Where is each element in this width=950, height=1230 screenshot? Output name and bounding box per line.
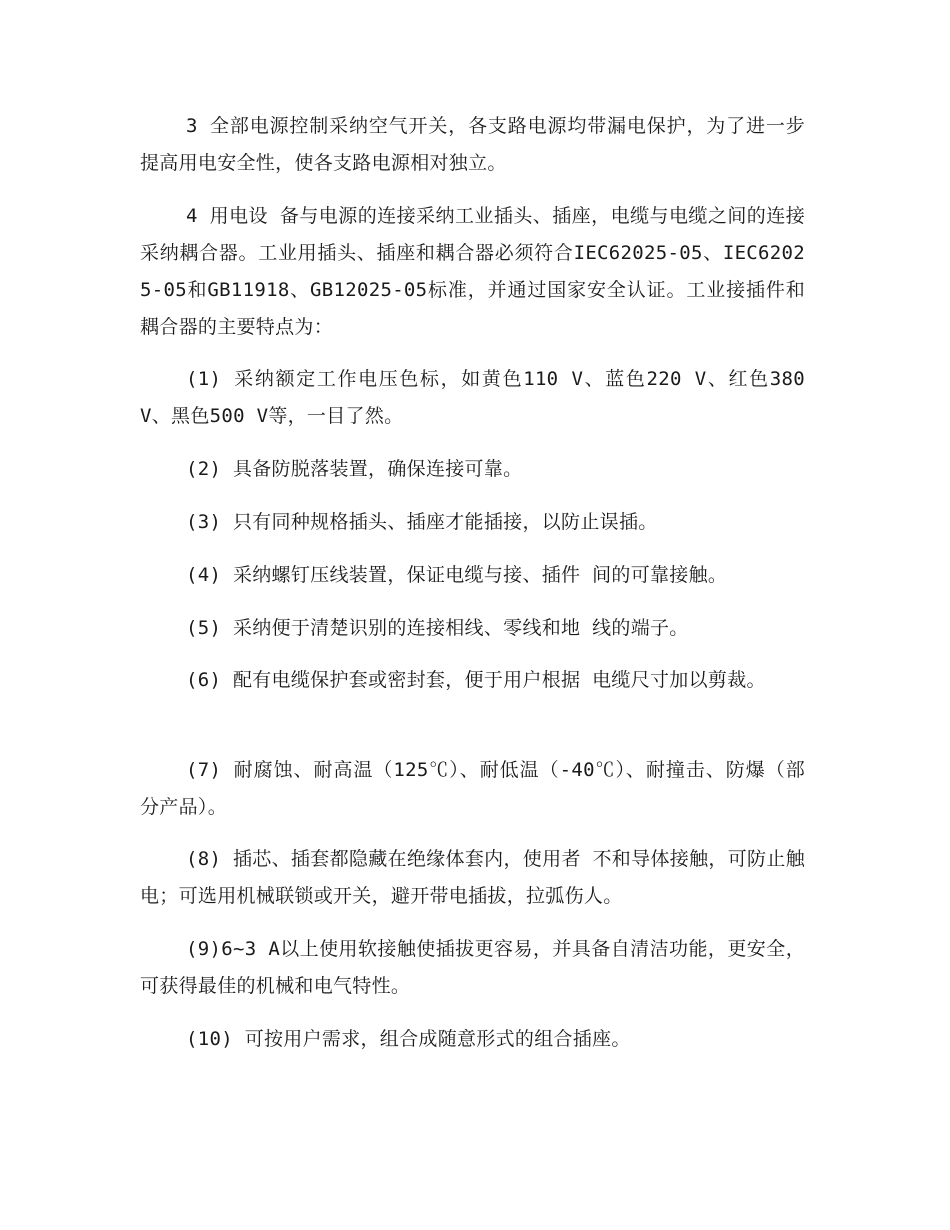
- list-item-9: (9)6~3 A以上使用软接触使插拔更容易，并具备自清洁功能，更安全，可获得最佳的机械和电气特性。: [140, 938, 805, 997]
- list-item-6: (6) 配有电缆保护套或密封套，便于用户根据 电缆尺寸加以剪裁。: [186, 669, 766, 691]
- list-item-5: (5) 采纳便于清楚识别的连接相线、零线和地 线的端子。: [186, 617, 689, 639]
- paragraph-industrial-plugs: 4 用电设 备与电源的连接采纳工业插头、插座，电缆与电缆之间的连接采纳耦合器。工业用插头、插座和耦合器必须符合IEC62025-05、IEC62025-05和GB11918、GB12025-05标准，并通过国家安全认证。工业接插件和耦合器的主要特点为：: [140, 205, 805, 338]
- list-item-3: (3) 只有同种规格插头、插座才能插接，以防止误插。: [186, 511, 658, 533]
- list-item-1: (1) 采纳额定工作电压色标，如黄色110 V、蓝色220 V、红色380 V、黑色500 V等，一目了然。: [140, 368, 805, 427]
- list-item-8: (8) 插芯、插套都隐藏在绝缘体套内，使用者 不和导体接触，可防止触电；可选用机械联锁或开关，避开带电插拔，拉弧伤人。: [140, 848, 805, 907]
- list-item-4: (4) 采纳螺钉压线装置，保证电缆与接、插件 间的可靠接触。: [186, 564, 728, 586]
- list-item-10: (10) 可按用户需求，组合成随意形式的组合插座。: [186, 1028, 631, 1050]
- list-item-7: (7) 耐腐蚀、耐高温（125℃）、耐低温（-40℃）、耐撞击、防爆（部分产品）。: [140, 759, 805, 818]
- list-item-2: (2) 具备防脱落装置，确保连接可靠。: [186, 458, 523, 480]
- paragraph-air-switch: 3 全部电源控制采纳空气开关，各支路电源均带漏电保护，为了进一步提高用电安全性，使各支路电源相对独立。: [140, 115, 805, 174]
